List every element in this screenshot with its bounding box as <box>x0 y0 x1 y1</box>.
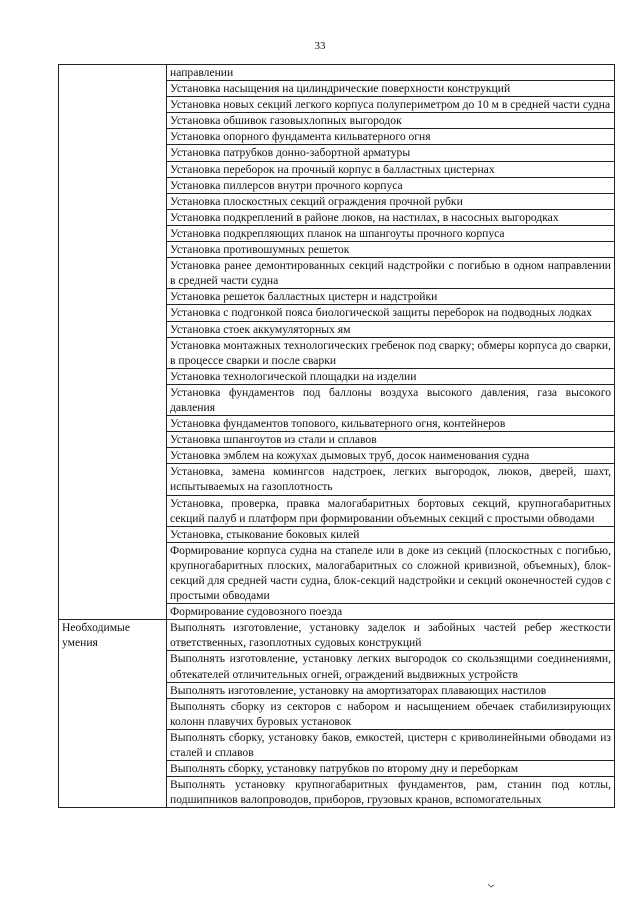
item-text: Установка, проверка, правка малогабаритных бортовых секций, крупногабаритных секций палуб и платформ при формировании объемных секций с простыми обводами <box>167 495 615 526</box>
item-text: Формирование корпуса судна на стапеле или в доке из секций (плоскостных с погибью, крупногабаритных плоских, малогабаритных со сложной кривизной, объемных), блок-секций для средней части судна, блок-секций надстройки и секций оконечностей судов с простыми обводами <box>167 542 615 603</box>
item-text: Установка насыщения на цилиндрические поверхности конструкций <box>167 81 615 97</box>
page-number: 33 <box>314 40 326 52</box>
item-text: Установка решеток балластных цистерн и надстройки <box>167 289 615 305</box>
item-text: Установка фундаментов под баллоны воздуха высокого давления, газа высокого давления <box>167 384 615 415</box>
item-text: Формирование судовозного поезда <box>167 604 615 620</box>
item-text: Выполнять сборку, установку патрубков по второму дну и переборкам <box>167 761 615 777</box>
item-text: Установка опорного фундамента кильватерного огня <box>167 129 615 145</box>
item-text: Установка новых секций легкого корпуса полупериметром до 10 м в средней части судна <box>167 97 615 113</box>
item-text: Установка монтажных технологических гребенок под сварку; обмеры корпуса до сварки, в процессе сварки и после сварки <box>167 337 615 368</box>
item-text: Выполнять изготовление, установку легких выгородок со скользящими соединениями, обтекателей отличительных огней, ограждений выдвижных устройств <box>167 651 615 682</box>
item-text: Установка плоскостных секций ограждения прочной рубки <box>167 193 615 209</box>
table-row <box>59 65 615 81</box>
item-text: Установка, замена комингсов надстроек, легких выгородок, люков, дверей, шахт, испытываемых на газоплотность <box>167 464 615 495</box>
item-text: Выполнять установку крупногабаритных фундаментов, рам, станин под котлы, подшипников валопроводов, приборов, грузовых кранов, вспомогательных <box>167 777 615 808</box>
item-text: Выполнять сборку, установку баков, емкостей, цистерн с криволинейными обводами из сталей и сплавов <box>167 729 615 760</box>
item-text: Установка, стыкование боковых килей <box>167 526 615 542</box>
item-text: Установка подкрепляющих планок на шпангоуты прочного корпуса <box>167 225 615 241</box>
pen-mark <box>487 883 495 889</box>
item-text: Выполнять сборку из секторов с набором и насыщением обечаек стабилизирующих колонн плавучих буровых установок <box>167 698 615 729</box>
item-text: Установка ранее демонтированных секций надстройки с погибью в одном направлении в средней части судна <box>167 258 615 289</box>
item-text: Установка шпангоутов из стали и сплавов <box>167 432 615 448</box>
item-text: Установка обшивок газовыхлопных выгородок <box>167 113 615 129</box>
item-text: Установка с подгонкой пояса биологической защиты переборок на подводных лодках <box>167 305 615 321</box>
item-text: Установка технологической площадки на изделии <box>167 368 615 384</box>
item-text: направлении <box>167 65 615 81</box>
item-text: Установка пиллерсов внутри прочного корпуса <box>167 177 615 193</box>
item-text: Выполнять изготовление, установку заделок и забойных частей ребер жесткости ответственных, газоплотных судовых конструкций <box>167 620 615 651</box>
item-text: Установка переборок на прочный корпус в балластных цистернах <box>167 161 615 177</box>
item-text: Установка стоек аккумуляторных ям <box>167 321 615 337</box>
item-text: Установка противошумных решеток <box>167 242 615 258</box>
item-text: Выполнять изготовление, установку на амортизаторах плавающих настилов <box>167 682 615 698</box>
document-table <box>58 64 615 808</box>
item-text: Установка фундаментов топового, кильватерного огня, контейнеров <box>167 416 615 432</box>
section-label <box>59 65 167 620</box>
item-text: Установка эмблем на кожухах дымовых труб, досок наименования судна <box>167 448 615 464</box>
item-text: Установка подкреплений в районе люков, на настилах, в насосных выгородках <box>167 209 615 225</box>
section-label: Необходимые умения <box>59 620 167 808</box>
table-row <box>59 620 615 651</box>
item-text: Установка патрубков донно-забортной арматуры <box>167 145 615 161</box>
